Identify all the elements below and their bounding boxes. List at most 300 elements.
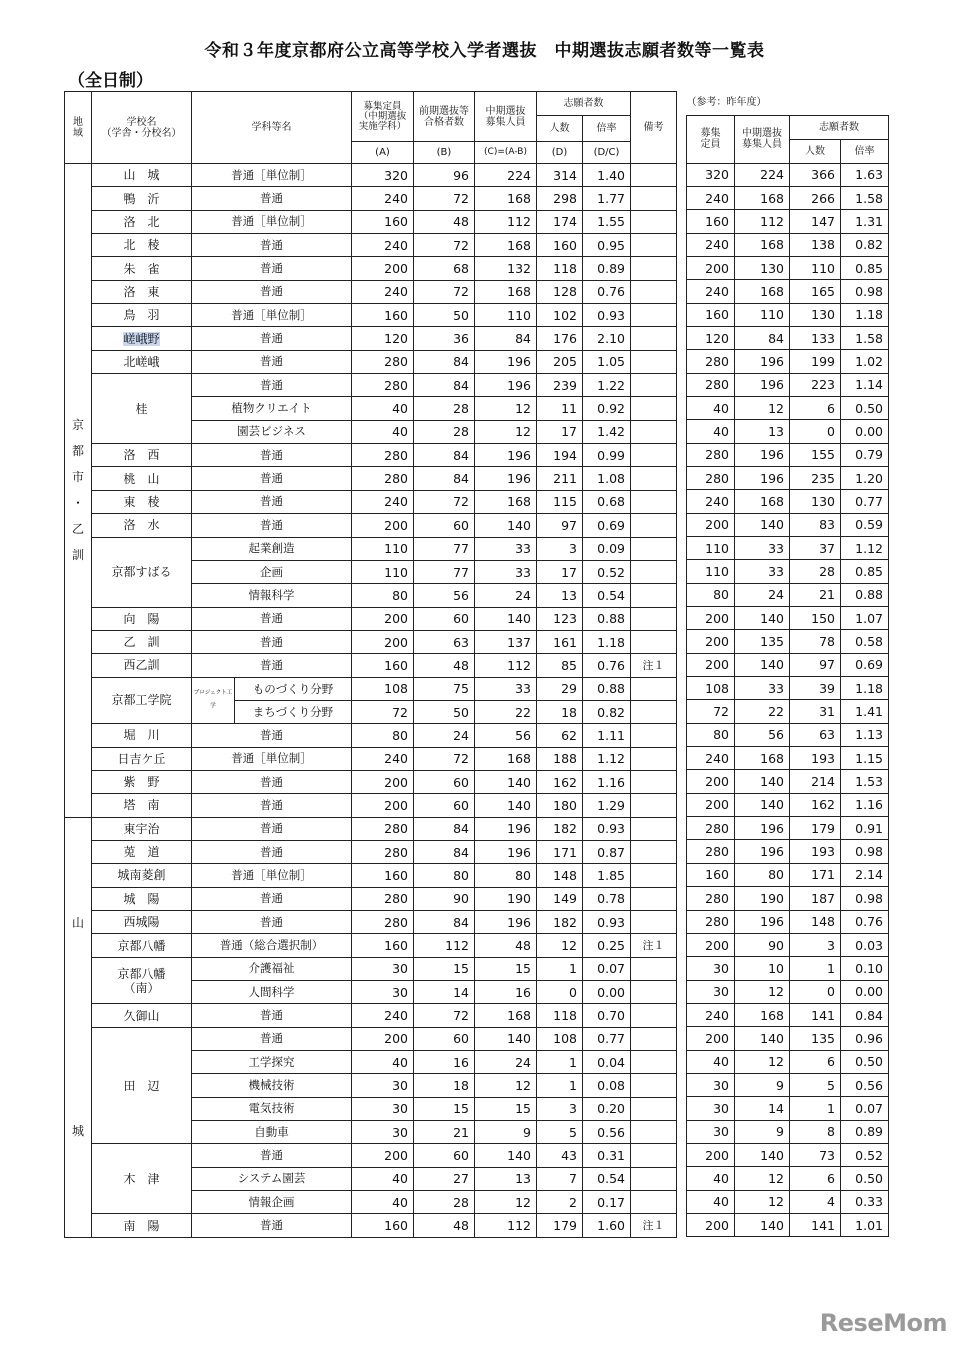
note-cell (631, 560, 677, 583)
prev-applicant-count: 138 (790, 233, 841, 256)
prev-ratio-value: 1.02 (841, 350, 889, 373)
prev-ratio-value: 0.85 (841, 560, 889, 583)
prev-table-row (687, 303, 889, 326)
prev-applicant-count: 83 (790, 513, 841, 536)
applicant-count: 188 (537, 747, 583, 770)
capacity-value: 72 (352, 700, 414, 723)
prev-applicant-count: 78 (790, 630, 841, 653)
prev-table-row (687, 466, 889, 489)
capacity-value: 120 (352, 327, 414, 350)
dept-name: 普通 (192, 280, 352, 303)
dept-name: 園芸ビジネス (192, 420, 352, 443)
prev-ratio-value: 0.00 (841, 420, 889, 443)
prev-mid-recruit-value: 33 (735, 537, 790, 560)
early-admit-value: 60 (414, 1144, 475, 1167)
school-name: 東 稜 (92, 490, 192, 513)
dept-name: 普通［単位制］ (192, 304, 352, 327)
prev-applicant-count: 235 (790, 466, 841, 489)
mid-recruit-value: 168 (475, 187, 537, 210)
prev-ratio-value: 1.15 (841, 747, 889, 770)
prev-applicant-count: 37 (790, 537, 841, 560)
prev-ratio-value: 0.91 (841, 817, 889, 840)
early-admit-value: 112 (414, 934, 475, 957)
school-name: 鴨 沂 (92, 187, 192, 210)
prev-mid-recruit-value: 9 (735, 1073, 790, 1096)
early-admit-value: 72 (414, 234, 475, 257)
note-cell (631, 234, 677, 257)
prev-table-row (687, 980, 889, 1003)
prev-capacity-value: 30 (687, 980, 735, 1003)
prev-capacity-value: 160 (687, 303, 735, 326)
prev-ratio-value: 1.58 (841, 326, 889, 349)
note-cell (631, 327, 677, 350)
note-cell: 注１ (631, 654, 677, 677)
early-admit-value: 72 (414, 747, 475, 770)
header-ratio: 倍率 (583, 116, 631, 142)
ratio-value: 1.40 (583, 164, 631, 187)
applicant-count: 7 (537, 1167, 583, 1190)
prev-table-row (687, 793, 889, 816)
prev-mid-recruit-value: 140 (735, 770, 790, 793)
prev-table-row (687, 560, 889, 583)
school-name: 莵 道 (92, 840, 192, 863)
prev-capacity-value: 30 (687, 1120, 735, 1143)
dept-name: 普通 (192, 1004, 352, 1027)
note-cell (631, 724, 677, 747)
prev-mid-recruit-value: 140 (735, 607, 790, 630)
applicant-count: 62 (537, 724, 583, 747)
applicant-count: 148 (537, 864, 583, 887)
prev-table-row (687, 1120, 889, 1143)
early-admit-value: 60 (414, 770, 475, 793)
prev-ratio-value: 0.98 (841, 280, 889, 303)
ratio-value: 1.85 (583, 864, 631, 887)
prev-ratio-value: 0.33 (841, 1190, 889, 1213)
prev-mid-recruit-value: 112 (735, 210, 790, 233)
prev-table-row (687, 607, 889, 630)
capacity-value: 108 (352, 677, 414, 700)
prev-capacity-value: 280 (687, 443, 735, 466)
mid-recruit-value: 196 (475, 350, 537, 373)
early-admit-value: 75 (414, 677, 475, 700)
mid-recruit-value: 140 (475, 514, 537, 537)
prev-capacity-value: 160 (687, 210, 735, 233)
mid-recruit-value: 15 (475, 1097, 537, 1120)
prev-ratio-value: 0.82 (841, 233, 889, 256)
ratio-value: 0.09 (583, 537, 631, 560)
capacity-value: 200 (352, 1027, 414, 1050)
applicant-count: 174 (537, 210, 583, 233)
mid-recruit-value: 12 (475, 1191, 537, 1214)
dept-name: 普通 (192, 887, 352, 910)
prev-mid-recruit-value: 168 (735, 186, 790, 209)
table-row (65, 794, 677, 817)
capacity-value: 160 (352, 304, 414, 327)
note-cell (631, 1051, 677, 1074)
prev-ratio-value: 1.18 (841, 303, 889, 326)
early-admit-value: 72 (414, 280, 475, 303)
prev-mid-recruit-value: 168 (735, 233, 790, 256)
prev-applicant-count: 97 (790, 653, 841, 676)
early-admit-value: 90 (414, 887, 475, 910)
prev-table-row (687, 443, 889, 466)
capacity-value: 240 (352, 1004, 414, 1027)
ratio-value: 1.55 (583, 210, 631, 233)
capacity-value: 200 (352, 514, 414, 537)
capacity-value: 40 (352, 1167, 414, 1190)
note-cell (631, 1144, 677, 1167)
prev-ratio-value: 1.14 (841, 373, 889, 396)
note-cell (631, 770, 677, 793)
early-admit-value: 48 (414, 210, 475, 233)
capacity-value: 30 (352, 957, 414, 980)
early-admit-value: 72 (414, 490, 475, 513)
school-name: 東宇治 (92, 817, 192, 840)
header-region: 地 域 (65, 92, 92, 164)
mid-recruit-value: 12 (475, 420, 537, 443)
mid-recruit-value: 140 (475, 607, 537, 630)
school-name: 乙 訓 (92, 630, 192, 653)
early-admit-value: 60 (414, 1027, 475, 1050)
applicant-count: 162 (537, 770, 583, 793)
ratio-value: 0.31 (583, 1144, 631, 1167)
prev-mid-recruit-value: 196 (735, 350, 790, 373)
capacity-value: 240 (352, 234, 414, 257)
prev-ratio-value: 0.00 (841, 980, 889, 1003)
note-cell (631, 1074, 677, 1097)
prev-applicant-count: 150 (790, 607, 841, 630)
applicant-count: 194 (537, 444, 583, 467)
prev-ratio-value: 0.96 (841, 1027, 889, 1050)
prev-applicant-count: 199 (790, 350, 841, 373)
dept-name: 普通（総合選択制） (192, 934, 352, 957)
prev-mid-recruit-value: 84 (735, 326, 790, 349)
ratio-value: 0.99 (583, 444, 631, 467)
prev-table-row (687, 840, 889, 863)
ratio-value: 0.17 (583, 1191, 631, 1214)
ratio-value: 1.08 (583, 467, 631, 490)
prev-mid-recruit-value: 33 (735, 677, 790, 700)
prev-capacity-value: 200 (687, 607, 735, 630)
prev-ratio-value: 2.14 (841, 863, 889, 886)
ratio-value: 1.60 (583, 1214, 631, 1237)
header-count: 人数 (537, 116, 583, 142)
prev-mid-recruit-value: 12 (735, 1050, 790, 1073)
school-name: 南 陽 (92, 1214, 192, 1237)
applicant-count: 11 (537, 397, 583, 420)
prev-capacity-value: 240 (687, 280, 735, 303)
school-name: 京都工学院 (92, 677, 192, 724)
prev-applicant-count: 1 (790, 957, 841, 980)
note-cell (631, 607, 677, 630)
applicant-count: 118 (537, 257, 583, 280)
ratio-value: 1.16 (583, 770, 631, 793)
prev-ratio-value: 1.63 (841, 163, 889, 186)
prev-applicant-count: 130 (790, 303, 841, 326)
prev-capacity-value: 108 (687, 677, 735, 700)
early-admit-value: 36 (414, 327, 475, 350)
prev-table-row (687, 770, 889, 793)
dept-name: 普通 (192, 770, 352, 793)
capacity-value: 80 (352, 724, 414, 747)
capacity-value: 30 (352, 1121, 414, 1144)
mid-recruit-value: 48 (475, 934, 537, 957)
prev-mid-recruit-value: 140 (735, 1213, 790, 1236)
prev-table-row (687, 163, 889, 186)
applicant-count: 1 (537, 957, 583, 980)
school-name: 洛 北 (92, 210, 192, 233)
dept-name: 普通 (192, 724, 352, 747)
prev-mid-recruit-value: 130 (735, 256, 790, 279)
prev-capacity-value: 80 (687, 723, 735, 746)
note-cell (631, 1004, 677, 1027)
note-cell (631, 374, 677, 397)
prev-applicant-count: 31 (790, 700, 841, 723)
prev-ratio-value: 0.50 (841, 1167, 889, 1190)
note-cell (631, 584, 677, 607)
early-admit-value: 28 (414, 397, 475, 420)
prev-table-row (687, 957, 889, 980)
header-mid: 中期選抜 募集人員 (475, 92, 537, 142)
note-cell (631, 1167, 677, 1190)
capacity-value: 110 (352, 537, 414, 560)
prev-ratio-value: 0.10 (841, 957, 889, 980)
capacity-value: 320 (352, 164, 414, 187)
prev-header-ratio: 倍率 (841, 139, 889, 163)
table-row (65, 934, 677, 957)
ratio-value: 0.93 (583, 817, 631, 840)
prev-capacity-value: 200 (687, 1143, 735, 1166)
note-cell (631, 1121, 677, 1144)
dept-name: 普通 (192, 630, 352, 653)
table-row (65, 210, 677, 233)
table-row (65, 327, 677, 350)
table-row (65, 280, 677, 303)
mid-recruit-value: 13 (475, 1167, 537, 1190)
applicant-count: 179 (537, 1214, 583, 1237)
school-name-highlight: 嵯峨野 (123, 331, 160, 346)
previous-year-table (686, 91, 889, 1237)
mid-recruit-value: 168 (475, 234, 537, 257)
prev-ratio-value: 0.98 (841, 840, 889, 863)
prev-applicant-count: 148 (790, 910, 841, 933)
dept-name: 普通 (192, 514, 352, 537)
mid-recruit-value: 196 (475, 374, 537, 397)
table-row (65, 467, 677, 490)
prev-applicant-count: 8 (790, 1120, 841, 1143)
dept-name: 普通［単位制］ (192, 210, 352, 233)
prev-ratio-value: 1.58 (841, 186, 889, 209)
prev-mid-recruit-value: 12 (735, 980, 790, 1003)
early-admit-value: 28 (414, 420, 475, 443)
ratio-value: 1.18 (583, 630, 631, 653)
prev-capacity-value: 40 (687, 420, 735, 443)
note-cell (631, 1097, 677, 1120)
prev-mid-recruit-value: 140 (735, 1143, 790, 1166)
dept-name: 普通 (192, 1214, 352, 1237)
ratio-value: 0.88 (583, 677, 631, 700)
mid-recruit-value: 196 (475, 911, 537, 934)
mid-recruit-value: 224 (475, 164, 537, 187)
early-admit-value: 68 (414, 257, 475, 280)
prev-capacity-value: 40 (687, 1050, 735, 1073)
applicant-count: 205 (537, 350, 583, 373)
resemom-logo: ReseMom (819, 1309, 947, 1337)
dept-name: ものづくり分野 (235, 678, 351, 701)
prev-capacity-value: 30 (687, 1073, 735, 1096)
note-cell (631, 304, 677, 327)
prev-applicant-count: 6 (790, 1167, 841, 1190)
table-row (65, 957, 677, 980)
prev-ratio-value: 1.20 (841, 466, 889, 489)
main-table (64, 91, 677, 1238)
mid-recruit-value: 12 (475, 1074, 537, 1097)
capacity-value: 280 (352, 911, 414, 934)
prev-ratio-value: 0.79 (841, 443, 889, 466)
ratio-value: 0.93 (583, 911, 631, 934)
prev-applicant-count: 6 (790, 1050, 841, 1073)
early-admit-value: 60 (414, 514, 475, 537)
prev-applicant-count: 171 (790, 863, 841, 886)
applicant-count: 97 (537, 514, 583, 537)
capacity-value: 280 (352, 840, 414, 863)
prev-table-row (687, 513, 889, 536)
mid-recruit-value: 15 (475, 957, 537, 980)
early-admit-value: 28 (414, 1191, 475, 1214)
dept-name: 人間科学 (192, 981, 352, 1004)
mid-recruit-value: 168 (475, 490, 537, 513)
prev-mid-recruit-value: 135 (735, 630, 790, 653)
mid-recruit-value: 112 (475, 654, 537, 677)
prev-applicant-count: 0 (790, 980, 841, 1003)
prev-mid-recruit-value: 140 (735, 793, 790, 816)
header-dept: 学科等名 (192, 92, 352, 164)
prev-ratio-value: 1.41 (841, 700, 889, 723)
prev-mid-recruit-value: 140 (735, 513, 790, 536)
prev-table-row (687, 420, 889, 443)
school-name: 西城陽 (92, 911, 192, 934)
mid-recruit-value: 112 (475, 210, 537, 233)
dept-name: 起業創造 (192, 537, 352, 560)
note-cell (631, 420, 677, 443)
project-label: プロジェクト工学 (192, 678, 235, 724)
applicant-count: 128 (537, 280, 583, 303)
school-name: 西乙訓 (92, 654, 192, 677)
early-admit-value: 84 (414, 374, 475, 397)
capacity-value: 80 (352, 584, 414, 607)
dept-name: 普通［単位制］ (192, 864, 352, 887)
prev-applicant-count: 3 (790, 933, 841, 956)
note-cell (631, 957, 677, 980)
prev-mid-recruit-value: 196 (735, 910, 790, 933)
prev-table-row (687, 1027, 889, 1050)
ratio-value: 0.25 (583, 934, 631, 957)
prev-ratio-value: 0.03 (841, 933, 889, 956)
note-cell (631, 911, 677, 934)
prev-table-row (687, 1190, 889, 1213)
ratio-value: 0.88 (583, 607, 631, 630)
prev-table-row (687, 863, 889, 886)
prev-capacity-value: 110 (687, 537, 735, 560)
prev-table-row (687, 747, 889, 770)
capacity-value: 280 (352, 467, 414, 490)
mid-recruit-value: 190 (475, 887, 537, 910)
dept-name: 普通 (192, 350, 352, 373)
school-name: 京都八幡 （南） (92, 957, 192, 1004)
ratio-value: 0.87 (583, 840, 631, 863)
header-ratio-symbol: (D/C) (583, 142, 631, 164)
prev-mid-recruit-value: 110 (735, 303, 790, 326)
mid-recruit-value: 140 (475, 1144, 537, 1167)
prev-capacity-value: 320 (687, 163, 735, 186)
capacity-value: 40 (352, 420, 414, 443)
dept-name: 普通 (192, 607, 352, 630)
early-admit-value: 84 (414, 350, 475, 373)
prev-mid-recruit-value: 56 (735, 723, 790, 746)
early-admit-value: 27 (414, 1167, 475, 1190)
early-admit-value: 77 (414, 537, 475, 560)
prev-mid-recruit-value: 13 (735, 420, 790, 443)
header-school: 学校名 （学舎・分校名） (92, 92, 192, 164)
capacity-value: 280 (352, 350, 414, 373)
ratio-value: 1.11 (583, 724, 631, 747)
mid-recruit-value: 168 (475, 280, 537, 303)
note-cell (631, 864, 677, 887)
prev-capacity-value: 200 (687, 770, 735, 793)
note-cell (631, 467, 677, 490)
note-cell (631, 1027, 677, 1050)
capacity-value: 200 (352, 257, 414, 280)
prev-table-row (687, 186, 889, 209)
dept-name: 普通 (192, 234, 352, 257)
table-row (65, 840, 677, 863)
prev-table-row (687, 1097, 889, 1120)
table-row (65, 1144, 677, 1167)
prev-capacity-value: 40 (687, 1167, 735, 1190)
capacity-value: 160 (352, 654, 414, 677)
dept-name: 介護福祉 (192, 957, 352, 980)
capacity-value: 280 (352, 817, 414, 840)
early-admit-value: 60 (414, 607, 475, 630)
prev-table-row (687, 396, 889, 419)
table-row (65, 864, 677, 887)
note-cell (631, 747, 677, 770)
applicant-count: 171 (537, 840, 583, 863)
applicant-count: 2 (537, 1191, 583, 1214)
school-name: 久御山 (92, 1004, 192, 1027)
early-admit-value: 21 (414, 1121, 475, 1144)
prev-table-row (687, 910, 889, 933)
prev-mid-recruit-value: 22 (735, 700, 790, 723)
capacity-value: 160 (352, 864, 414, 887)
applicant-count: 118 (537, 1004, 583, 1027)
note-cell (631, 257, 677, 280)
prev-capacity-value: 80 (687, 583, 735, 606)
early-admit-value: 72 (414, 1004, 475, 1027)
prev-applicant-count: 110 (790, 256, 841, 279)
dept-name: 普通 (192, 1027, 352, 1050)
prev-ratio-value: 1.13 (841, 723, 889, 746)
table-row (65, 1214, 677, 1237)
mid-recruit-value: 112 (475, 1214, 537, 1237)
capacity-value: 200 (352, 1144, 414, 1167)
applicant-count: 17 (537, 420, 583, 443)
ratio-value: 0.54 (583, 1167, 631, 1190)
mid-recruit-value: 80 (475, 864, 537, 887)
page-subtitle: （全日制） (68, 71, 153, 91)
applicant-count: 18 (537, 700, 583, 723)
prev-applicant-count: 366 (790, 163, 841, 186)
